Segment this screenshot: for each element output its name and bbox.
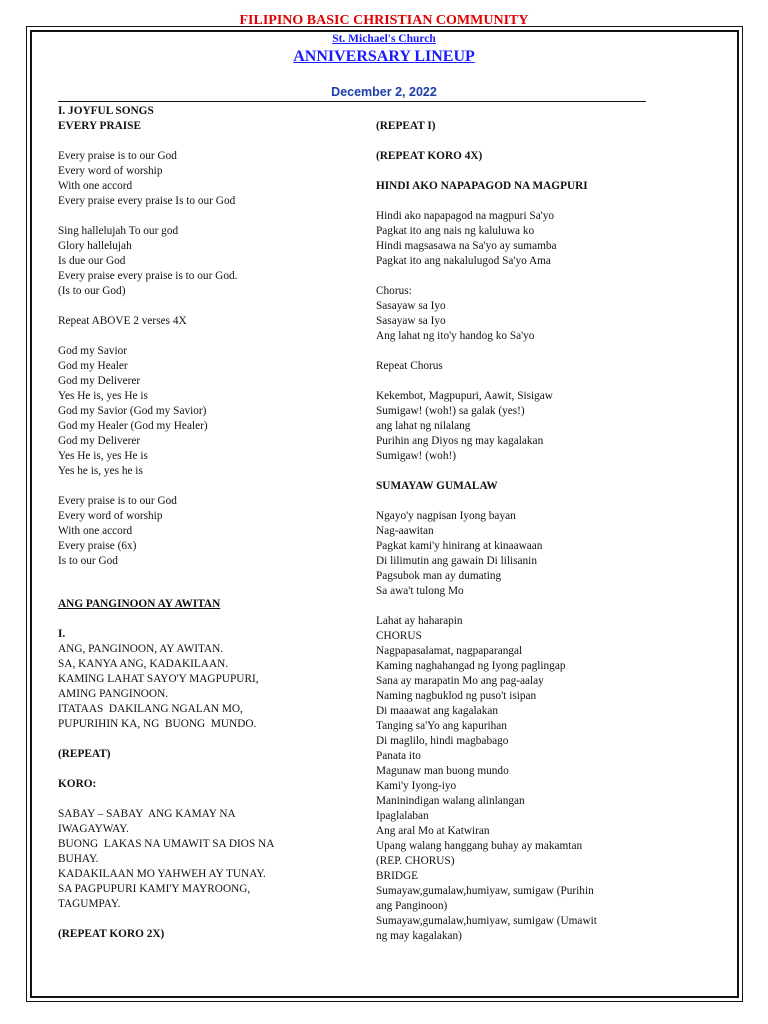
lyric-line: Nagpapasalamat, nagpaparangal <box>376 645 523 657</box>
spacer <box>58 299 348 314</box>
section-heading: (REPEAT I) <box>376 120 436 132</box>
lyric-line: Repeat Chorus <box>376 360 443 372</box>
lyric-line: Di maaawat ang kagalakan <box>376 705 499 717</box>
lyric-line: ang lahat ng nilalang <box>376 420 471 432</box>
lyric-line: Ipaglalaban <box>376 810 429 822</box>
lyric-line: Kaming naghahangad ng Iyong paglingap <box>376 660 566 672</box>
section-heading: I. JOYFUL SONGS <box>58 105 154 117</box>
lyric-line: Ngayo'y nagpisan Iyong bayan <box>376 510 516 522</box>
lyric-line: KADAKILAAN MO YAHWEH AY TUNAY. <box>58 868 266 880</box>
spacer <box>58 732 348 747</box>
lyric-line: Sana ay marapatin Mo ang pag-aalay <box>376 675 544 687</box>
lyric-line: Ang aral Mo at Katwiran <box>376 825 490 837</box>
lyric-line: ITATAAS DAKILANG NGALAN MO, <box>58 703 243 715</box>
lyric-line: Sumayaw,gumalaw,humiyaw, sumigaw (Purihin <box>376 885 594 897</box>
lyric-line: Naming nagbuklod ng puso't isipan <box>376 690 537 702</box>
lyric-line: Kami'y Iyong-iyo <box>376 780 457 792</box>
lyric-line: ng may kagalakan) <box>376 930 462 942</box>
lyric-line: God my Healer (God my Healer) <box>58 420 208 432</box>
lyric-line: Sumigaw! (woh!) <box>376 450 457 462</box>
lyric-line: SABAY – SABAY ANG KAMAY NA <box>58 808 236 820</box>
spacer <box>58 569 348 597</box>
lyric-line: Every word of worship <box>58 165 163 177</box>
lyric-line: God my Deliverer <box>58 375 141 387</box>
spacer <box>58 479 348 494</box>
lyric-line: Pagsubok man ay dumating <box>376 570 502 582</box>
section-heading: (REPEAT KORO 4X) <box>376 150 483 162</box>
spacer <box>376 104 661 119</box>
lyric-line: Sumayaw,gumalaw,humiyaw, sumigaw (Umawit <box>376 915 597 927</box>
lyric-line: KAMING LAHAT SAYO'Y MAGPUPURI, <box>58 673 259 685</box>
spacer <box>376 194 661 209</box>
divider <box>58 101 646 102</box>
spacer <box>58 612 348 627</box>
lyric-line: Purihin ang Diyos ng may kagalakan <box>376 435 544 447</box>
lyric-line: Lahat ay haharapin <box>376 615 463 627</box>
lyric-line: Hindi ako napapagod na magpuri Sa'yo <box>376 210 555 222</box>
lyric-line: God my Healer <box>58 360 128 372</box>
left-lyrics-column <box>58 104 348 942</box>
lyric-line: Pagkat ito ang nakalulugod Sa'yo Ama <box>376 255 551 267</box>
spacer <box>58 209 348 224</box>
section-heading: (REPEAT KORO 2X) <box>58 928 165 940</box>
lyric-line: BRIDGE <box>376 870 419 882</box>
spacer <box>376 269 661 284</box>
section-heading: HINDI AKO NAPAPAGOD NA MAGPURI <box>376 180 588 192</box>
event-date: December 2, 2022 <box>331 85 437 99</box>
organization-title: FILIPINO BASIC CHRISTIAN COMMUNITY <box>239 13 529 28</box>
spacer <box>376 134 661 149</box>
spacer <box>376 374 661 389</box>
lyric-line: IWAGAYWAY. <box>58 823 129 835</box>
spacer <box>58 762 348 777</box>
spacer <box>376 464 661 479</box>
spacer <box>58 134 348 149</box>
lyric-line: BUHAY. <box>58 853 99 865</box>
lyric-line: AMING PANGINOON. <box>58 688 169 700</box>
lyric-line: God my Savior (God my Savior) <box>58 405 207 417</box>
lyric-line: Sa awa't tulong Mo <box>376 585 464 597</box>
lyric-line: (Is to our God) <box>58 285 126 297</box>
spacer <box>376 494 661 509</box>
section-heading: SUMAYAW GUMALAW <box>376 480 498 492</box>
right-lyrics-column <box>376 104 661 944</box>
section-heading: I. <box>58 628 66 640</box>
lyric-line: With one accord <box>58 180 133 192</box>
lyric-line: ANG, PANGINOON, AY AWITAN. <box>58 643 224 655</box>
lyric-line: (REP. CHORUS) <box>376 855 455 867</box>
lyric-line: Hindi magsasawa na Sa'yo ay sumamba <box>376 240 557 252</box>
section-heading: (REPEAT) <box>58 748 111 760</box>
lyric-line: With one accord <box>58 525 133 537</box>
lyric-line: Every praise every praise Is to our God <box>58 195 236 207</box>
lyric-line: Tanging sa'Yo ang kapurihan <box>376 720 507 732</box>
lyric-line: SA, KANYA ANG, KADAKILAAN. <box>58 658 229 670</box>
lyric-line: CHORUS <box>376 630 422 642</box>
event-title: ANNIVERSARY LINEUP <box>293 48 475 65</box>
lyric-line: Yes He is, yes He is <box>58 450 148 462</box>
lyric-line: Repeat ABOVE 2 verses 4X <box>58 315 187 327</box>
lyric-line: Sasayaw sa Iyo <box>376 300 446 312</box>
lyric-line: Maninindigan walang alinlangan <box>376 795 525 807</box>
lyric-line: Di maglilo, hindi magbabago <box>376 735 509 747</box>
spacer <box>58 792 348 807</box>
lyric-line: ang Panginoon) <box>376 900 448 912</box>
lyric-line: Pagkat kami'y hinirang at kinaawaan <box>376 540 543 552</box>
lyric-line: Pagkat ito ang nais ng kaluluwa ko <box>376 225 535 237</box>
lyric-line: Upang walang hanggang buhay ay makamtan <box>376 840 583 852</box>
lyric-line: God my Savior <box>58 345 128 357</box>
lyric-line: Sasayaw sa Iyo <box>376 315 446 327</box>
lyric-line: Glory hallelujah <box>58 240 132 252</box>
lyric-line: Panata ito <box>376 750 421 762</box>
lyric-line: Is to our God <box>58 555 118 567</box>
lyric-line: BUONG LAKAS NA UMAWIT SA DIOS NA <box>58 838 275 850</box>
lyric-line: SA PAGPUPURI KAMI'Y MAYROONG, <box>58 883 251 895</box>
lyric-line: Is due our God <box>58 255 126 267</box>
church-name: St. Michael's Church <box>332 33 436 45</box>
spacer <box>376 164 661 179</box>
spacer <box>376 344 661 359</box>
section-heading: KORO: <box>58 778 97 790</box>
lyric-line: Every praise every praise is to our God. <box>58 270 238 282</box>
lyric-line: Kekembot, Magpupuri, Aawit, Sisigaw <box>376 390 553 402</box>
section-heading: EVERY PRAISE <box>58 120 141 132</box>
lyric-line: Sing hallelujah To our god <box>58 225 179 237</box>
section-heading: ANG PANGINOON AY AWITAN <box>58 598 221 610</box>
spacer <box>376 599 661 614</box>
lyric-line: Chorus: <box>376 285 412 297</box>
spacer <box>58 329 348 344</box>
lyric-line: PUPURIHIN KA, NG BUONG MUNDO. <box>58 718 257 730</box>
lyric-line: Every praise is to our God <box>58 150 177 162</box>
lyric-line: Nag-aawitan <box>376 525 434 537</box>
spacer <box>58 912 348 927</box>
lyric-line: God my Deliverer <box>58 435 141 447</box>
lyric-line: TAGUMPAY. <box>58 898 121 910</box>
lyric-line: Ang lahat ng ito'y handog ko Sa'yo <box>376 330 535 342</box>
lyric-line: Yes He is, yes He is <box>58 390 148 402</box>
lyric-line: Every praise (6x) <box>58 540 137 552</box>
lyric-line: Di lilimutin ang gawain Di lilisanin <box>376 555 537 567</box>
lyric-line: Magunaw man buong mundo <box>376 765 509 777</box>
lyric-line: Every praise is to our God <box>58 495 177 507</box>
lyric-line: Every word of worship <box>58 510 163 522</box>
lyric-line: Sumigaw! (woh!) sa galak (yes!) <box>376 405 525 417</box>
lyric-line: Yes he is, yes he is <box>58 465 143 477</box>
